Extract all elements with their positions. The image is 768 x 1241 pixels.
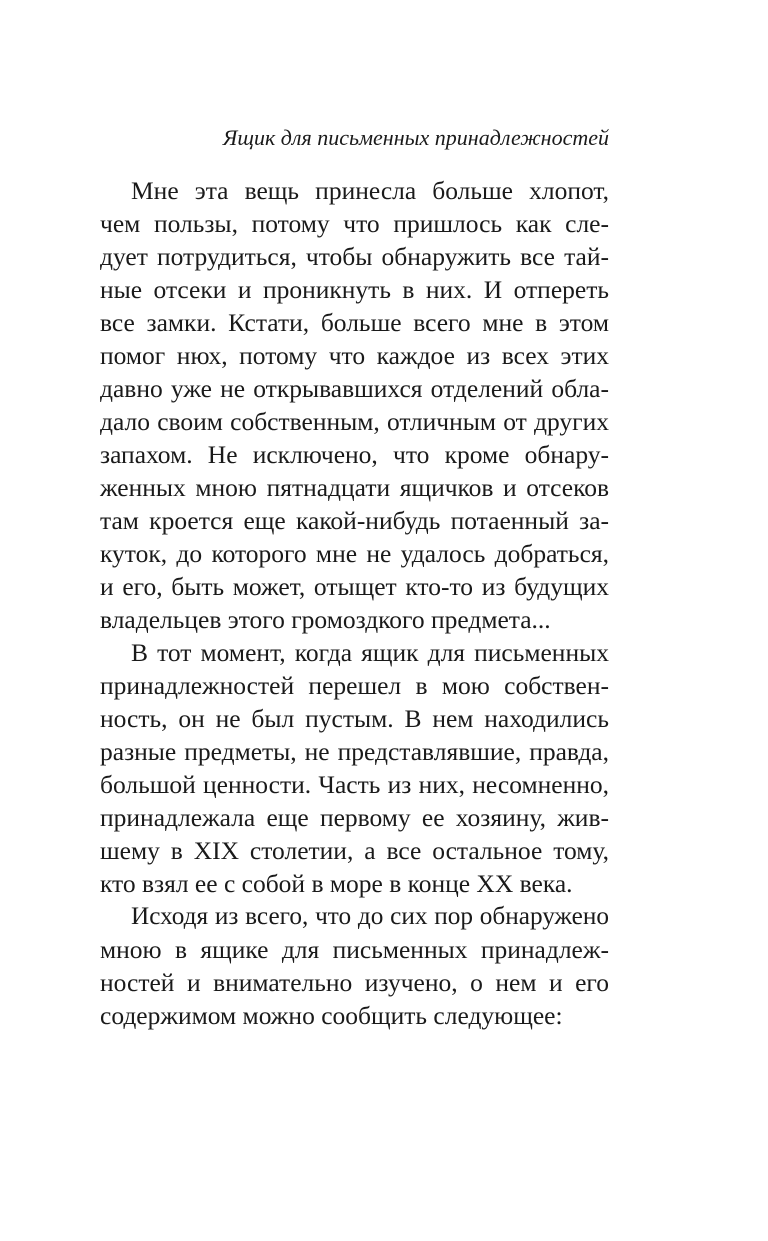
paragraph-1-line-3: дует потрудиться, чтобы обнаружить все тай- — [100, 242, 609, 271]
paragraph-1-line-2: чем пользы, потому что пришлось как сле- — [100, 209, 609, 238]
paragraph-1-line-8: дало своим собственным, отличным от других — [100, 407, 609, 436]
paragraph-1-line-13: и его, быть может, отыщет кто-то из будущих — [100, 572, 609, 601]
paragraph-1-line-5: все замки. Кстати, больше всего мне в этом — [100, 308, 609, 337]
paragraph-3-line-3: ностей и внимательно изучено, о нем и его — [100, 968, 609, 997]
paragraph-2-line-5: большой ценности. Часть из них, несомненно, — [100, 770, 609, 799]
paragraph-2-line-1: В тот момент, когда ящик для письменных — [131, 638, 609, 667]
paragraph-3-line-1: Исходя из всего, что до сих пор обнаружено — [131, 902, 609, 930]
paragraph-3-line-4: содержимом можно сообщить следующее: — [100, 1001, 563, 1030]
paragraph-2-line-8: кто взял ее с собой в море в конце XX века. — [100, 869, 573, 898]
paragraph-1-line-7: давно уже не открывавшихся отделений обла- — [100, 374, 609, 403]
paragraph-1-line-9: запахом. Не исключено, что кроме обнару- — [100, 440, 609, 469]
paragraph-3-line-2: мною в ящике для письменных принадлеж- — [100, 935, 609, 964]
paragraph-1-line-14: владельцев этого громоздкого предмета... — [100, 605, 551, 634]
paragraph-1-line-11: там кроется еще какой-нибудь потаенный за- — [100, 506, 609, 535]
paragraph-2-line-2: принадлежностей перешел в мою собствен- — [100, 671, 609, 700]
paragraph-1-line-10: женных мною пятнадцати ящичков и отсеков — [100, 473, 609, 502]
paragraph-2-line-4: разные предметы, не представлявшие, правда, — [100, 737, 609, 766]
paragraph-2-line-6: принадлежала еще первому ее хозяину, жив- — [100, 803, 609, 832]
paragraph-2-line-3: ность, он не был пустым. В нем находились — [100, 704, 609, 733]
paragraph-1-line-12: куток, до которого мне не удалось добраться, — [100, 539, 609, 568]
paragraph-1-line-6: помог нюх, потому что каждое из всех этих — [100, 341, 609, 370]
running-head: Ящик для письменных принадлежностей — [222, 125, 609, 150]
paragraph-2-line-7: шему в XIX столетии, а все остальное тому, — [100, 836, 609, 865]
paragraph-1-line-4: ные отсеки и проникнуть в них. И отпереть — [100, 275, 609, 304]
paragraph-1-line-1: Мне эта вещь принесла больше хлопот, — [131, 176, 609, 205]
